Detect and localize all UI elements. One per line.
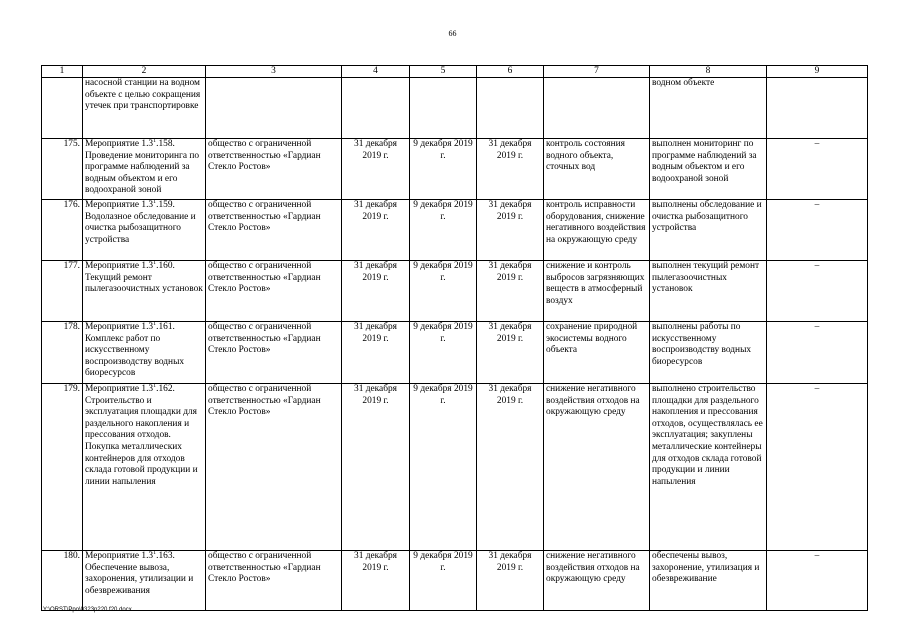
date-cell: 31 декабря 2019 г. [342, 200, 410, 261]
purpose-cell: снижение негативного воздействия отходов на окружающую среду [544, 551, 650, 611]
row-number-cell: 178. [42, 322, 83, 384]
date-cell: 9 декабря 2019 г. [410, 322, 477, 384]
event-prefix: Мероприятие 1.3 [85, 261, 154, 271]
row-number-cell: 175. [42, 139, 83, 200]
date-cell: 31 декабря 2019 г. [342, 384, 410, 551]
event-cell [83, 261, 206, 322]
purpose-cell: контроль состояния водного объекта, сточных вод [544, 139, 650, 200]
result-cell: обеспечены вывоз, захоронение, утилизация и обезвреживание [650, 551, 767, 611]
event-prefix: Мероприятие 1.3 [85, 139, 154, 149]
page-number: 66 [448, 29, 457, 38]
event-cell [83, 139, 206, 200]
header-row [42, 66, 868, 78]
event-text: .159. Водолазное обследование и очистка рыбозащитного устройства [85, 200, 196, 245]
header-cell: 4 [342, 66, 410, 78]
date-cell: 31 декабря 2019 г. [342, 139, 410, 200]
date-cell: 9 декабря 2019 г. [410, 200, 477, 261]
note-cell: – [767, 200, 868, 261]
event-superscript: 1 [153, 549, 157, 556]
note-cell: – [767, 139, 868, 200]
row-number-cell: 179. [42, 384, 83, 551]
date-cell: 31 декабря 2019 г. [477, 139, 544, 200]
event-superscript: 1 [153, 320, 157, 327]
purpose-cell: контроль исправности оборудования, снижение негативного воздействия на окружающую среду [544, 200, 650, 261]
note-cell [767, 78, 868, 139]
event-superscript: 1 [153, 259, 157, 266]
date-cell: 31 декабря 2019 г. [342, 261, 410, 322]
result-cell: выполнено строительство площадки для раздельного накопления и прессования отходов, осуществлялась ее эксплуатация; закуплены металлические контейнеры для отходов склада готовой продукции и линии напыления [650, 384, 767, 551]
executor-cell: общество с ограниченной ответственностью «Гардиан Стекло Ростов» [206, 200, 342, 261]
table-row [42, 139, 868, 200]
event-text: .158. Проведение мониторинга по программе наблюдений за водным объектом и его водоохраной зоной [85, 139, 200, 196]
event-prefix: Мероприятие 1.3 [85, 200, 154, 210]
row-number-cell: 177. [42, 261, 83, 322]
date-cell: 31 декабря 2019 г. [477, 322, 544, 384]
date-cell: 9 декабря 2019 г. [410, 551, 477, 611]
table-row [42, 322, 868, 384]
date-cell [410, 78, 477, 139]
date-cell: 31 декабря 2019 г. [342, 322, 410, 384]
executor-cell: общество с ограниченной ответственностью «Гардиан Стекло Ростов» [206, 322, 342, 384]
event-cell: насосной станции на водном объекте с целью сокращения утечек при транспортировке [83, 78, 206, 139]
event-text: .161. Комплекс работ по искусственному воспроизводству водных биоресурсов [85, 322, 185, 379]
purpose-cell [544, 78, 650, 139]
event-prefix: Мероприятие 1.3 [85, 322, 154, 332]
result-cell: выполнены работы по искусственному воспроизводству водных биоресурсов [650, 322, 767, 384]
header-cell: 1 [42, 66, 83, 78]
event-superscript: 1 [153, 382, 157, 389]
event-text: .163. Обеспечение вывоза, захоронения, утилизации и обезвреживания [85, 551, 194, 596]
event-cell [83, 200, 206, 261]
event-cell [83, 322, 206, 384]
date-cell: 31 декабря 2019 г. [477, 200, 544, 261]
row-number-cell: 180. [42, 551, 83, 611]
event-cell [83, 384, 206, 551]
date-cell [477, 78, 544, 139]
executor-cell: общество с ограниченной ответственностью «Гардиан Стекло Ростов» [206, 551, 342, 611]
result-cell: выполнен мониторинг по программе наблюдений за водным объектом и его водоохраной зоной [650, 139, 767, 200]
date-cell: 31 декабря 2019 г. [342, 551, 410, 611]
events-table [41, 65, 868, 611]
header-cell: 2 [83, 66, 206, 78]
row-number-cell [42, 78, 83, 139]
executor-cell: общество с ограниченной ответственностью «Гардиан Стекло Ростов» [206, 384, 342, 551]
event-superscript: 1 [153, 198, 157, 205]
event-text: .160. Текущий ремонт пылегазоочистных установок [85, 261, 203, 295]
event-text: .162. Строительство и эксплуатация площадки для раздельного накопления и прессования отходов. Покупка металлических контейнеров для отходов склада готовой продукции и линии напыления [85, 384, 198, 487]
date-cell: 9 декабря 2019 г. [410, 384, 477, 551]
date-cell: 9 декабря 2019 г. [410, 261, 477, 322]
purpose-cell: сохранение природной экосистемы водного объекта [544, 322, 650, 384]
date-cell: 31 декабря 2019 г. [477, 384, 544, 551]
table-row [42, 261, 868, 322]
event-superscript: 1 [153, 137, 157, 144]
purpose-cell: снижение негативного воздействия отходов на окружающую среду [544, 384, 650, 551]
event-prefix: Мероприятие 1.3 [85, 551, 154, 561]
note-cell: – [767, 261, 868, 322]
executor-cell: общество с ограниченной ответственностью «Гардиан Стекло Ростов» [206, 139, 342, 200]
header-cell: 6 [477, 66, 544, 78]
header-cell: 8 [650, 66, 767, 78]
date-cell: 31 декабря 2019 г. [477, 261, 544, 322]
date-cell: 31 декабря 2019 г. [477, 551, 544, 611]
result-cell: выполнены обследование и очистка рыбозащитного устройства [650, 200, 767, 261]
header-cell: 5 [410, 66, 477, 78]
purpose-cell: снижение и контроль выбросов загрязняющих веществ в атмосферный воздух [544, 261, 650, 322]
result-cell: выполнен текущий ремонт пылегазоочистных установок [650, 261, 767, 322]
executor-cell [206, 78, 342, 139]
header-cell: 3 [206, 66, 342, 78]
table-row-continuation [42, 78, 868, 139]
header-cell: 7 [544, 66, 650, 78]
header-cell: 9 [767, 66, 868, 78]
table-row [42, 200, 868, 261]
file-path-footer: Y:\ORST\Ppo\0323p220.f20.docx [43, 607, 132, 613]
table-row [42, 384, 868, 551]
note-cell: – [767, 384, 868, 551]
table-row [42, 551, 868, 611]
result-cell: водном объекте [650, 78, 767, 139]
note-cell: – [767, 551, 868, 611]
event-cell [83, 551, 206, 611]
row-number-cell: 176. [42, 200, 83, 261]
note-cell: – [767, 322, 868, 384]
executor-cell: общество с ограниченной ответственностью «Гардиан Стекло Ростов» [206, 261, 342, 322]
event-prefix: Мероприятие 1.3 [85, 384, 154, 394]
date-cell: 9 декабря 2019 г. [410, 139, 477, 200]
date-cell [342, 78, 410, 139]
